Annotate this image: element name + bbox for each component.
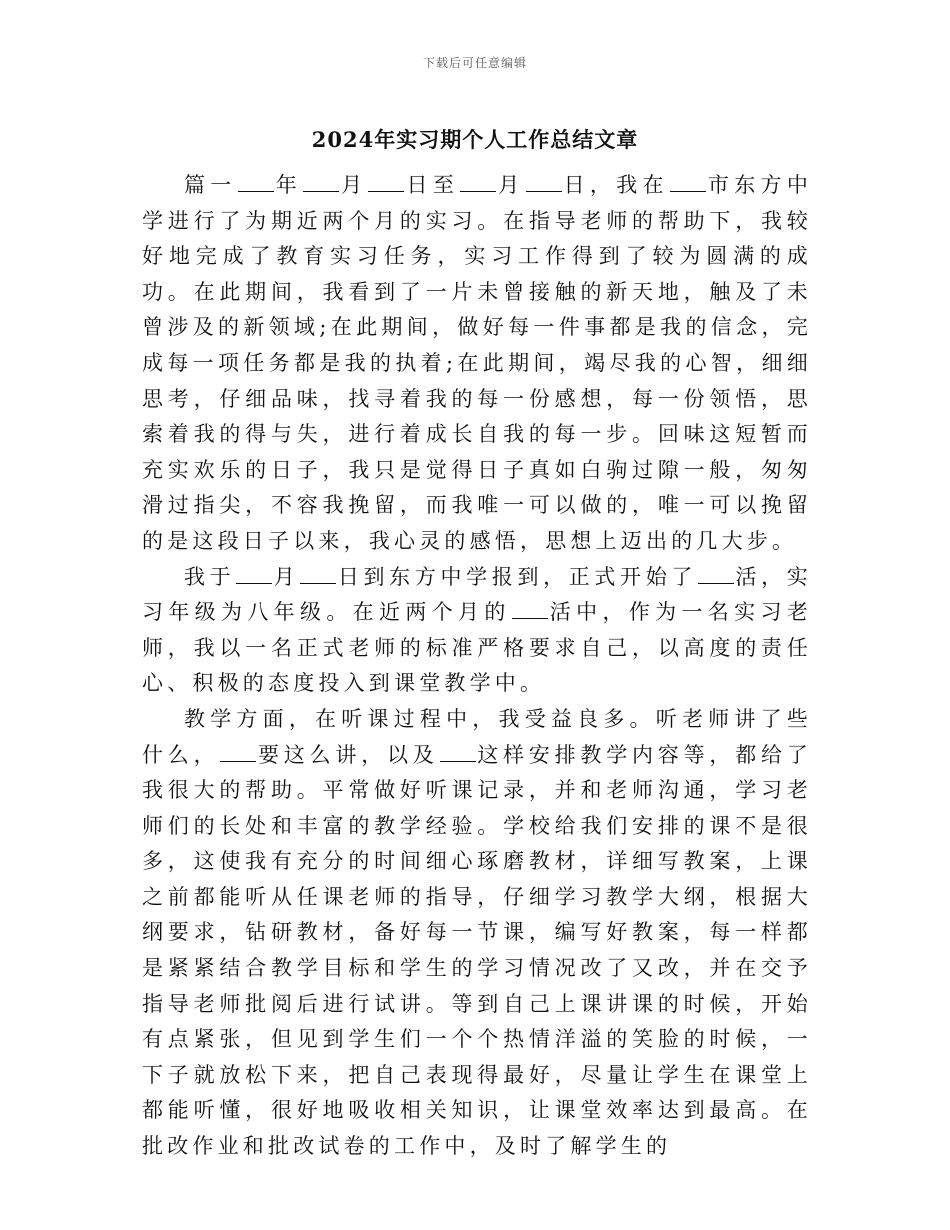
text-run: 我于 <box>184 564 236 589</box>
document-body <box>142 168 812 1165</box>
document-title: 2024年实习期个人工作总结文章 <box>311 127 639 152</box>
text-run: 市东方中学进行了为期近两个月的实习。在指导老师的帮助下，我较好地完成了教育实习任务，实习工作得到了较为圆满的成功。在此期间，我看到了一片未曾接触的新天地，触及了未曾涉及的新领域;在此期间，做好每一件事都是我的信念，完成每一项任务都是我的执着;在此期间，竭尽我的心智，细细思考，仔细品味，找寻着我的每一份感想，每一份领悟，思索着我的得与失，进行着成长自我的每一步。回味这短暂而充实欢乐的日子，我只是觉得日子真如白驹过隙一般，匆匆滑过指尖，不容我挽留，而我唯一可以做的，唯一可以挽留的是这段日子以来，我心灵的感悟，思想上迈出的几大步。 <box>142 173 813 553</box>
paragraph-3 <box>142 702 812 1165</box>
fill-blank <box>670 173 706 192</box>
text-run: 日到东方中学报到，正式开始了 <box>337 564 698 589</box>
text-run: 日至 <box>405 173 460 197</box>
text-run: 要这么讲，以及 <box>257 742 439 767</box>
text-run: 活中，作为一名实习老师，我以一名正式老师的标准严格要求自己，以高度的责任心、积极的态度投入到课堂教学中。 <box>142 600 812 696</box>
fill-blank <box>698 565 734 584</box>
fill-blank <box>300 565 336 584</box>
fill-blank <box>368 173 404 192</box>
fill-blank <box>460 173 496 192</box>
text-run: 日，我在 <box>562 173 669 197</box>
text-run: 月 <box>273 564 300 589</box>
fill-blank <box>526 173 562 192</box>
header-note: 下载后可任意编辑 <box>422 56 527 70</box>
fill-blank <box>440 743 476 762</box>
text-run: 教学方面，在听课过程中，我受益良多。听老师讲了些什么， <box>142 706 812 767</box>
paragraph-2 <box>142 560 812 702</box>
text-run: 月 <box>340 173 368 197</box>
paragraph-1 <box>142 168 812 560</box>
fill-blank <box>512 600 548 619</box>
fill-blank <box>303 173 339 192</box>
text-run: 篇一 <box>184 173 237 197</box>
text-run: 月 <box>497 173 525 197</box>
text-run: 这样安排教学内容等，都给了我很大的帮助。平常做好听课记录，并和老师沟通，学习老师们的长处和丰富的教学经验。学校给我们安排的课不是很多，这使我有充分的时间细心琢磨教材，详细写教案，上课之前都能听从任课老师的指导，仔细学习教学大纲，根据大纲要求，钻研教材，备好每一节课，编写好教案，每一样都是紧紧结合教学目标和学生的学习情况改了又改，并在交予指导老师批阅后进行试讲。等到自己上课讲课的时候，开始有点紧张，但见到学生们一个个热情洋溢的笑脸的时候，一下子就放松下来，把自己表现得最好，尽量让学生在课堂上都能听懂，很好地吸收相关知识，让课堂效率达到最高。在批改作业和批改试卷的工作中，及时了解学生的 <box>142 742 812 1159</box>
fill-blank <box>220 743 256 762</box>
text-run: 活，实习年级为八年级。在近两个月的 <box>142 564 812 625</box>
fill-blank <box>238 173 274 192</box>
text-run: 年 <box>274 173 303 197</box>
fill-blank <box>236 565 272 584</box>
